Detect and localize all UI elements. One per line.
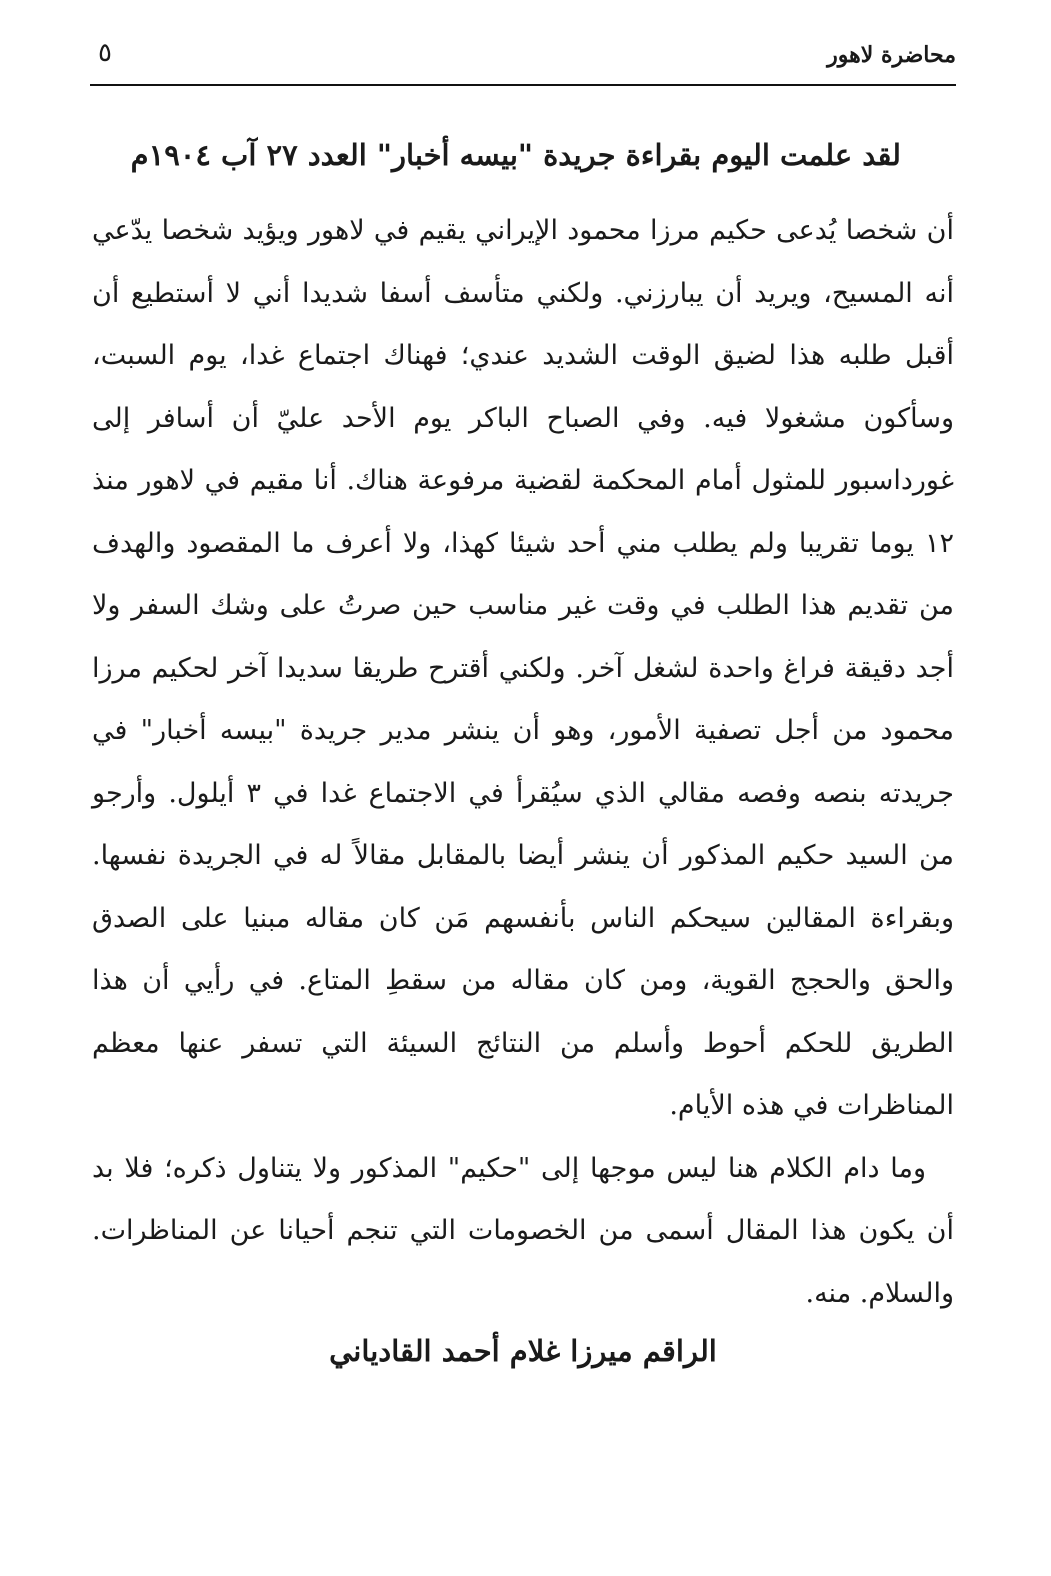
page-number: ٥: [98, 38, 112, 68]
signature: الراقم ميرزا غلام أحمد القادياني: [329, 1334, 717, 1368]
running-title: محاضرة لاهور: [827, 42, 956, 68]
page-header: [90, 36, 956, 80]
header-divider: [90, 84, 956, 86]
paragraph-closing: وما دام الكلام هنا ليس موجها إلى "حكيم" المذكور ولا يتناول ذكره؛ فلا بد أن يكون هذا المقال أسمى من الخصومات التي تنجم أحيانا عن المناظرات. والسلام. منه.: [92, 1152, 954, 1309]
body-text: [92, 200, 954, 1325]
paragraph-main: أن شخصا يُدعى حكيم مرزا محمود الإيراني يقيم في لاهور ويؤيد شخصا يدّعي أنه المسيح، ويريد أن يبارزني. ولكني متأسف أسفا شديدا أني لا أستطيع أن أقبل طلبه هذا لضيق الوقت الشديد عندي؛ فهناك اجتماع غدا، يوم السبت، وسأكون مشغولا فيه. وفي الصباح الباكر يوم الأحد عليّ أن أسافر إلى غورداسبور للمثول أمام المحكمة لقضية مرفوعة هناك. أنا مقيم في لاهور منذ ١٢ يوما تقريبا ولم يطلب مني أحد شيئا كهذا، ولا أعرف ما المقصود والهدف من تقديم هذا الطلب في وقت غير مناسب حين صرتُ على وشك السفر ولا أجد دقيقة فراغ واحدة لشغل آخر. ولكني أقترح طريقا سديدا آخر لحكيم مرزا محمود من أجل تصفية الأمور، وهو أن ينشر مدير جريدة "بيسه أخبار" في جريدته بنصه وفصه مقالي الذي سيُقرأ في الاجتماع غدا في ٣ أيلول. وأرجو من السيد حكيم المذكور أن ينشر أيضا بالمقابل مقالاً له في الجريدة نفسها. وبقراءة المقالين سيحكم الناس بأنفسهم مَن كان مقاله مبنيا على الصدق والحق والحجج القوية، ومن كان مقاله من سقطِ المتاع. في رأيي أن هذا الطريق للحكم أحوط وأسلم من النتائج السيئة التي تسفر عنها معظم المناظرات في هذه الأيام.: [92, 215, 954, 1121]
section-heading: لقد علمت اليوم بقراءة جريدة "بيسه أخبار" العدد ٢٧ آب ١٩٠٤م: [130, 138, 901, 172]
